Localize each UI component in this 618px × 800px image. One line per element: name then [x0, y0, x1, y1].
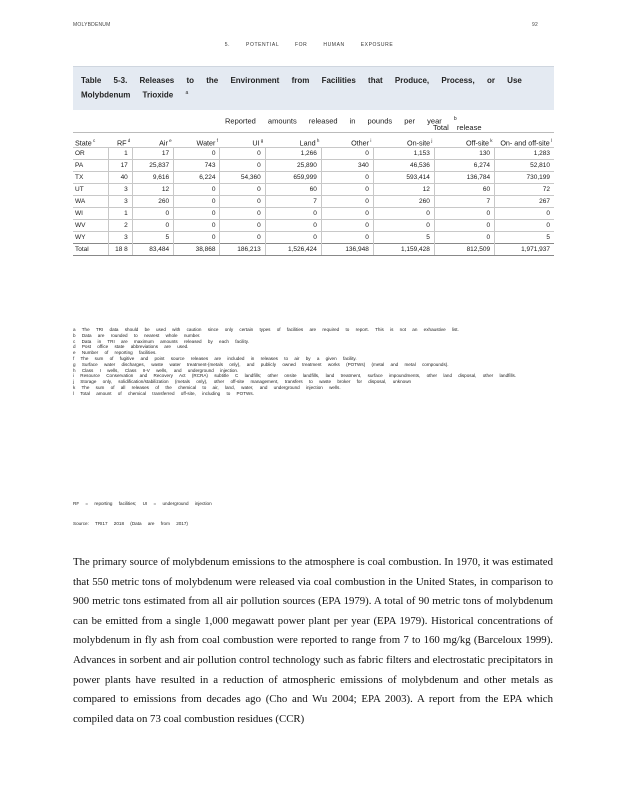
value-cell: 0 — [434, 208, 494, 220]
column-header-8 — [434, 133, 494, 148]
footnote: l Total amount of chemical transferred off-site, including to POTWs. — [73, 390, 254, 396]
value-cell: 40 — [108, 172, 132, 184]
body-text — [73, 553, 553, 729]
column-header-row — [73, 133, 554, 148]
table-title — [81, 75, 541, 102]
column-header-2 — [132, 133, 173, 148]
releases-table — [73, 66, 554, 256]
column-header-9 — [495, 133, 554, 148]
column-header-6 — [321, 133, 373, 148]
column-header-1 — [108, 133, 132, 148]
column-header-note: l — [549, 137, 552, 143]
footnote: d Post office state abbreviations are used. — [73, 344, 189, 350]
value-cell: 3 — [108, 196, 132, 208]
section-title: 5. POTENTIAL FOR HUMAN EXPOSURE — [224, 42, 394, 48]
value-cell: 1 — [108, 148, 132, 160]
value-cell: 659,999 — [265, 172, 321, 184]
value-cell: 0 — [495, 220, 554, 232]
value-cell: 260 — [132, 196, 173, 208]
table-title-note: a — [185, 90, 189, 96]
value-cell: 0 — [174, 148, 220, 160]
value-cell: 25,837 — [132, 160, 173, 172]
value-cell: 0 — [132, 208, 173, 220]
column-header-note: g — [259, 137, 264, 143]
footnote: i Resource Conservation and Recovery Act (RCRA) subtitle C landfills; other onsite landfills, land treatment, surface impoundments, other land disposal, other landfills. — [73, 373, 517, 379]
column-header-note: h — [315, 137, 320, 143]
table-row — [73, 160, 554, 172]
table-row — [73, 220, 554, 232]
column-header-label: Other — [351, 138, 370, 147]
column-header-5 — [265, 133, 321, 148]
value-cell: 83,484 — [132, 244, 173, 256]
value-cell: 60 — [265, 184, 321, 196]
value-cell: 3 — [108, 232, 132, 244]
value-cell: 0 — [373, 208, 434, 220]
value-cell: 0 — [265, 208, 321, 220]
total-release-label: Total release — [433, 123, 482, 132]
value-cell: 0 — [321, 220, 373, 232]
subheading-text: Reported amounts released in pounds per year — [225, 116, 442, 126]
value-cell: 52,810 — [495, 160, 554, 172]
column-header-7 — [373, 133, 434, 148]
value-cell: 0 — [220, 148, 265, 160]
value-cell: 0 — [174, 232, 220, 244]
value-cell: 0 — [321, 184, 373, 196]
total-row — [73, 244, 554, 256]
value-cell: 9,616 — [132, 172, 173, 184]
value-cell: 25,890 — [265, 160, 321, 172]
value-cell: 0 — [220, 232, 265, 244]
value-cell: 72 — [495, 184, 554, 196]
value-cell: 0 — [220, 160, 265, 172]
value-cell: 1,266 — [265, 148, 321, 160]
footnote: j Storage only, solidification/stabilization (metals only), other off-site management, transfers to waste broker for disposal, unknown — [73, 379, 412, 385]
value-cell: 0 — [265, 232, 321, 244]
value-cell: 340 — [321, 160, 373, 172]
column-header-note: j — [430, 137, 433, 143]
value-cell: 1,526,424 — [265, 244, 321, 256]
value-cell: 0 — [321, 196, 373, 208]
state-cell: WY — [73, 232, 108, 244]
footnote: f The sum of fugitive and point source releases are included in releases to air by a given facility. — [73, 355, 357, 361]
table-row — [73, 232, 554, 244]
value-cell: 267 — [495, 196, 554, 208]
value-cell: 18 8 — [108, 244, 132, 256]
value-cell: 812,509 — [434, 244, 494, 256]
value-cell: 12 — [132, 184, 173, 196]
value-cell: 60 — [434, 184, 494, 196]
state-cell: OR — [73, 148, 108, 160]
column-header-0 — [73, 133, 108, 148]
column-header-note: f — [215, 137, 218, 143]
value-cell: 136,784 — [434, 172, 494, 184]
column-header-note: d — [126, 137, 131, 143]
value-cell: 17 — [132, 148, 173, 160]
column-header-label: On-site — [406, 138, 431, 147]
value-cell: 130 — [434, 148, 494, 160]
value-cell: 1 — [108, 208, 132, 220]
value-cell: 1,283 — [495, 148, 554, 160]
value-cell: 0 — [434, 220, 494, 232]
value-cell: 0 — [373, 220, 434, 232]
value-cell: 0 — [434, 232, 494, 244]
value-cell: 593,414 — [373, 172, 434, 184]
state-cell: WA — [73, 196, 108, 208]
value-cell: 136,948 — [321, 244, 373, 256]
state-cell: WV — [73, 220, 108, 232]
value-cell: 0 — [220, 196, 265, 208]
value-cell: 260 — [373, 196, 434, 208]
column-header-label: Land — [299, 138, 316, 147]
abbreviations: RF = reporting facilities; UI = underground injection — [73, 501, 212, 506]
value-cell: 0 — [220, 208, 265, 220]
body-paragraph: The primary source of molybdenum emissions to the atmosphere is coal combustion. In 1970, it was estimated that 550 metric tons of molybdenum were released via coal combustion in the United States, in comparison to 900 metric tons estimated from all air pollution sources (EPA 1979). A total of 90 metric tons of molybdenum can be emitted from a single 1,000 megawatt power plant per year (EPA 1979). Historical concentrations of molybdenum in fly ash from coal combustion were reported to range from 7 to 160 mg/kg (Barceloux 1999). Advances in sorbent and air pollution control technology such as fabric filters and electrostatic precipitators in power plants have resulted in a reduction of atmospheric emissions of molybdenum and other metals as compared to emissions from decades ago (Cho and Wu 2004; EPA 2003). A report from the EPA which compiled data on 73 coal combustion residues (CCR) — [73, 556, 553, 725]
footnote: e Number of reporting facilities. — [73, 350, 157, 356]
table-row — [73, 208, 554, 220]
value-cell: 0 — [132, 220, 173, 232]
value-cell: 5 — [373, 232, 434, 244]
column-header-note: i — [369, 137, 372, 143]
state-cell: WI — [73, 208, 108, 220]
state-cell: PA — [73, 160, 108, 172]
value-cell: 0 — [321, 232, 373, 244]
value-cell: 186,213 — [220, 244, 265, 256]
column-header-note: e — [167, 137, 172, 143]
value-cell: 730,199 — [495, 172, 554, 184]
source-note: Source: TRI17 2018 (Data are from 2017) — [73, 521, 188, 526]
table-title-box — [73, 66, 554, 110]
subheading-note: b — [453, 116, 457, 122]
table-row — [73, 172, 554, 184]
page-number: 92 — [532, 22, 538, 28]
value-cell: 1,159,428 — [373, 244, 434, 256]
value-cell: 54,360 — [220, 172, 265, 184]
value-cell: 7 — [434, 196, 494, 208]
value-cell: 1,153 — [373, 148, 434, 160]
value-cell: 0 — [265, 220, 321, 232]
footnotes — [73, 327, 543, 397]
value-cell: 0 — [321, 208, 373, 220]
column-header-4 — [220, 133, 265, 148]
state-cell: Total — [73, 244, 108, 256]
value-cell: 7 — [265, 196, 321, 208]
column-header-label: State — [75, 138, 92, 147]
state-cell: TX — [73, 172, 108, 184]
value-cell: 5 — [495, 232, 554, 244]
footnote: h Class I wells, Class II-V wells, and underground injection. — [73, 367, 239, 373]
column-header-label: On- and off-site — [500, 138, 550, 147]
column-header-3 — [174, 133, 220, 148]
releases-data-table — [73, 133, 554, 256]
table-row — [73, 184, 554, 196]
footnote: k The sum of all releases of the chemical to air, land, water, and underground injection wells. — [73, 384, 341, 390]
table-title-text: Table 5-3. Releases to the Environment from Facilities that Produce, Process, or Use Molybdenum Trioxide — [81, 76, 522, 100]
footnote: a The TRI data should be used with caution since only certain types of facilities are required to report. This is not an exhaustive list. — [73, 327, 459, 332]
value-cell: 6,224 — [174, 172, 220, 184]
value-cell: 0 — [220, 184, 265, 196]
column-header-label: Off-site — [466, 138, 490, 147]
column-header-label: UI — [252, 138, 260, 147]
value-cell: 743 — [174, 160, 220, 172]
value-cell: 46,536 — [373, 160, 434, 172]
value-cell: 38,868 — [174, 244, 220, 256]
value-cell: 17 — [108, 160, 132, 172]
value-cell: 1,971,937 — [495, 244, 554, 256]
column-header-note: c — [91, 137, 96, 143]
value-cell: 0 — [321, 172, 373, 184]
footnote: b Data are rounded to nearest whole number. — [73, 332, 201, 338]
value-cell: 0 — [174, 220, 220, 232]
value-cell: 0 — [495, 208, 554, 220]
value-cell: 6,274 — [434, 160, 494, 172]
value-cell: 12 — [373, 184, 434, 196]
value-cell: 0 — [174, 196, 220, 208]
value-cell: 5 — [132, 232, 173, 244]
column-header-label: Air — [159, 138, 168, 147]
value-cell: 2 — [108, 220, 132, 232]
column-header-label: RF — [116, 138, 127, 147]
table-body — [73, 148, 554, 256]
column-header-label: Water — [196, 138, 216, 147]
footnote: g Surface water discharges, waste water treatment-(metals only), and publicly owned treatment works (POTWs) (metal and metal compounds). — [73, 361, 449, 367]
state-cell: UT — [73, 184, 108, 196]
table-row — [73, 196, 554, 208]
table-subheading — [73, 110, 554, 133]
value-cell: 0 — [174, 208, 220, 220]
value-cell: 3 — [108, 184, 132, 196]
value-cell: 0 — [321, 148, 373, 160]
running-header-title: MOLYBDENUM — [73, 22, 111, 28]
value-cell: 0 — [174, 184, 220, 196]
table-row — [73, 148, 554, 160]
footnote: c Data in TRI are maximum amounts released by each facility. — [73, 338, 249, 344]
value-cell: 0 — [220, 220, 265, 232]
column-header-note: k — [489, 137, 493, 143]
